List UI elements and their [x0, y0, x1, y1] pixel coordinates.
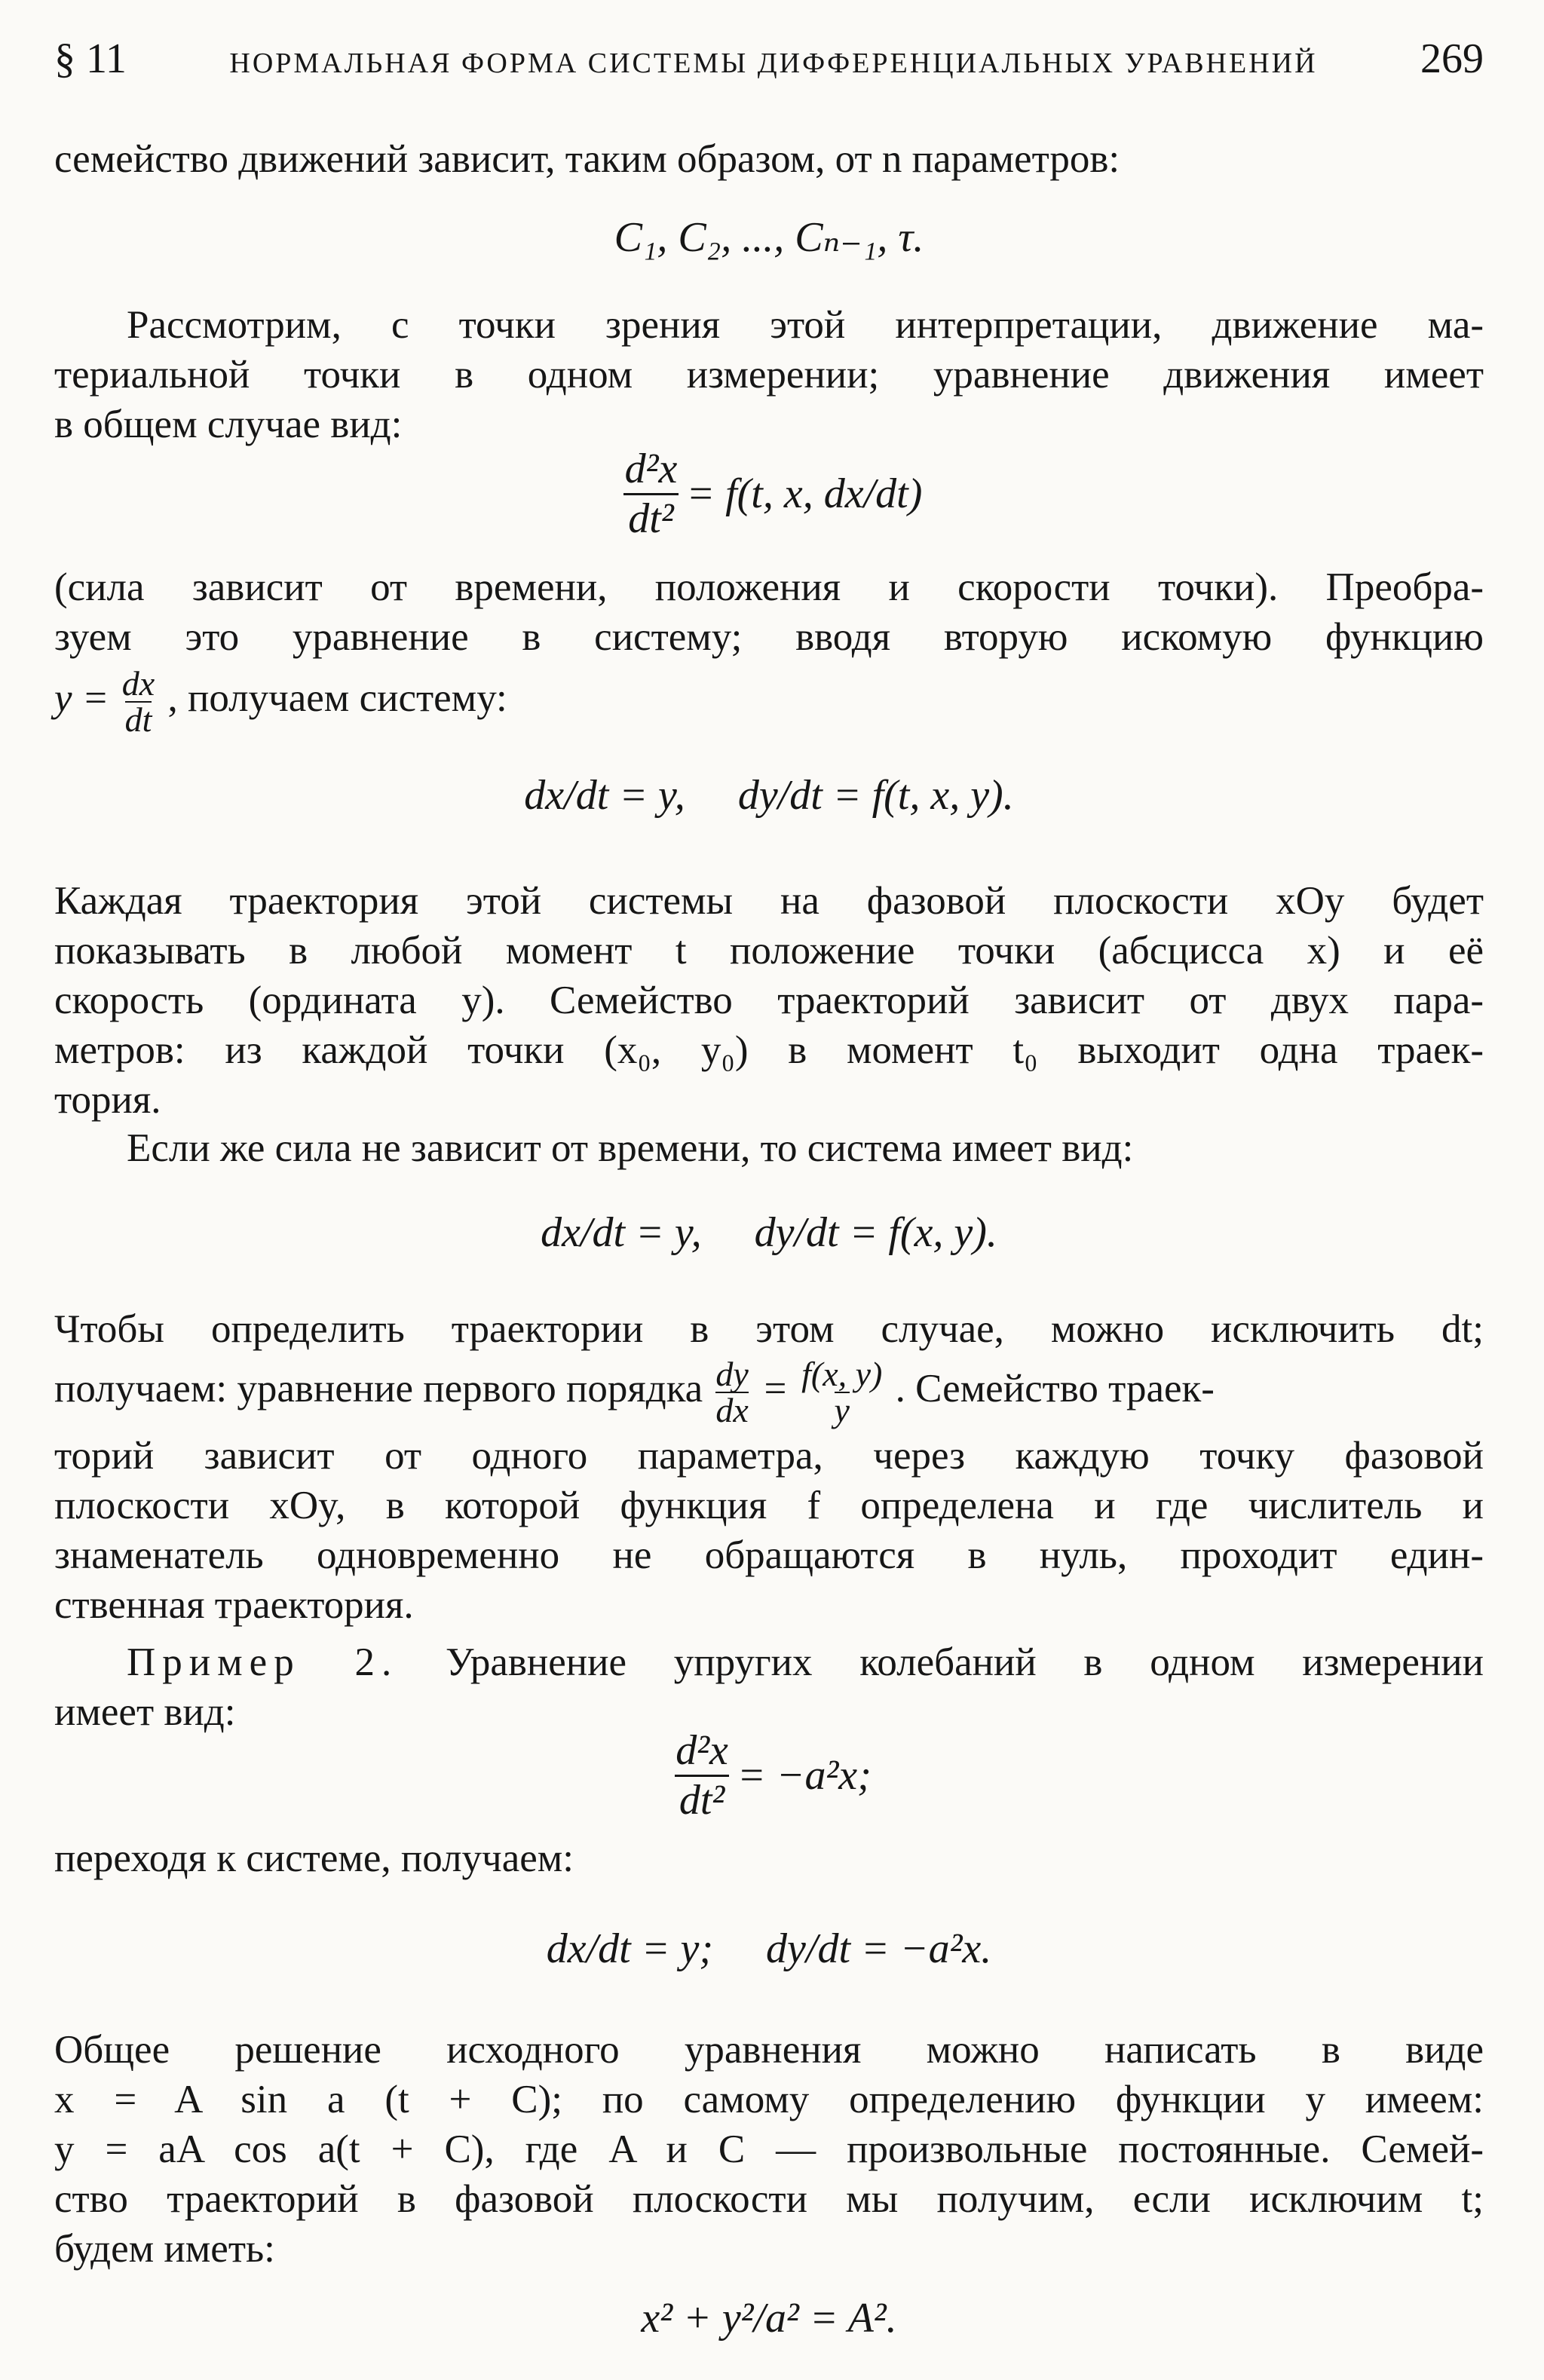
formula-parameters: C₁, C₂, ..., Cₙ₋₁, τ. — [614, 213, 924, 261]
running-header — [54, 35, 1484, 95]
paragraph-5: Если же сила не зависит от времени, то система имеет вид: — [127, 1126, 1134, 1170]
section-number: § 11 — [54, 35, 127, 82]
paragraph-6: Чтобы определить траектории в этом случае, можно исключить dt; получаем: уравнение первого порядка $\frac{dy}{dx}$ = $\frac{f(x, y)}{y}$ . Семейство траек- торий зависит от одного параметра, через каждую точку фазовой плоскости xOy, в которой функция f определена и где числитель и знаменатель одновременно не обращаются в нуль, проходит един- ственная траектория. — [54, 1307, 1484, 1627]
formula-system-3: dx/dt = y; dy/dt = −a²x. — [546, 1925, 992, 1972]
formula-system-1: dx/dt = y, dy/dt = f(t, x, y). — [524, 772, 1014, 819]
paragraph-8: переходя к системе, получаем: — [54, 1836, 574, 1880]
formula-motion-equation: $\frac{\text{d²x}}{\text{dt²}}$ = f(t, x, dx/dt) — [54, 445, 1484, 543]
fraction-d2x-dt2-2: $\frac{\text{d²x}}{\text{dt²}}$ — [676, 1726, 728, 1824]
formula-system-2: dx/dt = y, dy/dt = f(x, y). — [541, 1209, 997, 1256]
paragraph-3: (сила зависит от времени, положения и скорости точки). Преобра- зуем это уравнение в систему; вводя вторую искомую функцию y = $\frac{dx}{dt}$ , получаем систему: — [54, 565, 1484, 739]
paragraph-4: Каждая траектория этой системы на фазовой плоскости xOy будет показывать в любой момент t положение точки (абсцисса x) и её скорость (ордината y). Семейство траекторий зависит от двух пара- метров: из каждой точки (x₀, y₀) в момент t₀ выходит одна траек- тория. — [54, 879, 1484, 1122]
page-number: 269 — [1420, 35, 1484, 82]
paragraph-9: Общее решение исходного уравнения можно написать в виде x = A sin a (t + C); по самому определению функции y имеем: y = aA cos a(t + C), где A и C — произвольные постоянные. Семей- ство траекторий в фазовой плоскости мы получим, если исключим t; будем иметь: — [54, 2028, 1484, 2271]
paragraph-2: Рассмотрим, с точки зрения этой интерпретации, движение ма- териальной точки в одном измерении; уравнение движения имеет в общем случае вид: — [54, 303, 1484, 446]
fraction-dy-dx: $\frac{dy}{dx}$ — [715, 1355, 749, 1429]
fraction-dx-dt: $\frac{dx}{dt}$ — [121, 664, 155, 739]
paragraph-7: Пример 2. Уравнение упругих колебаний в одном измерении имеет вид: — [54, 1640, 1484, 1734]
fraction-d2x-dt2: $\frac{\text{d²x}}{\text{dt²}}$ — [624, 445, 678, 542]
paragraph-1: семейство движений зависит, таким образом, от n параметров: — [54, 137, 1120, 181]
fraction-f-over-y: $\frac{f(x, y)}{y}$ — [801, 1355, 883, 1429]
example-label: Пример 2. — [127, 1640, 399, 1684]
formula-ellipse: x² + y²/a² = A². — [641, 2295, 897, 2342]
chapter-title: НОРМАЛЬНАЯ ФОРМА СИСТЕМЫ ДИФФЕРЕНЦИАЛЬНЫХ УРАВНЕНИЙ — [229, 47, 1318, 79]
formula-oscillation: $\frac{\text{d²x}}{\text{dt²}}$ = −a²x; — [54, 1726, 1484, 1824]
